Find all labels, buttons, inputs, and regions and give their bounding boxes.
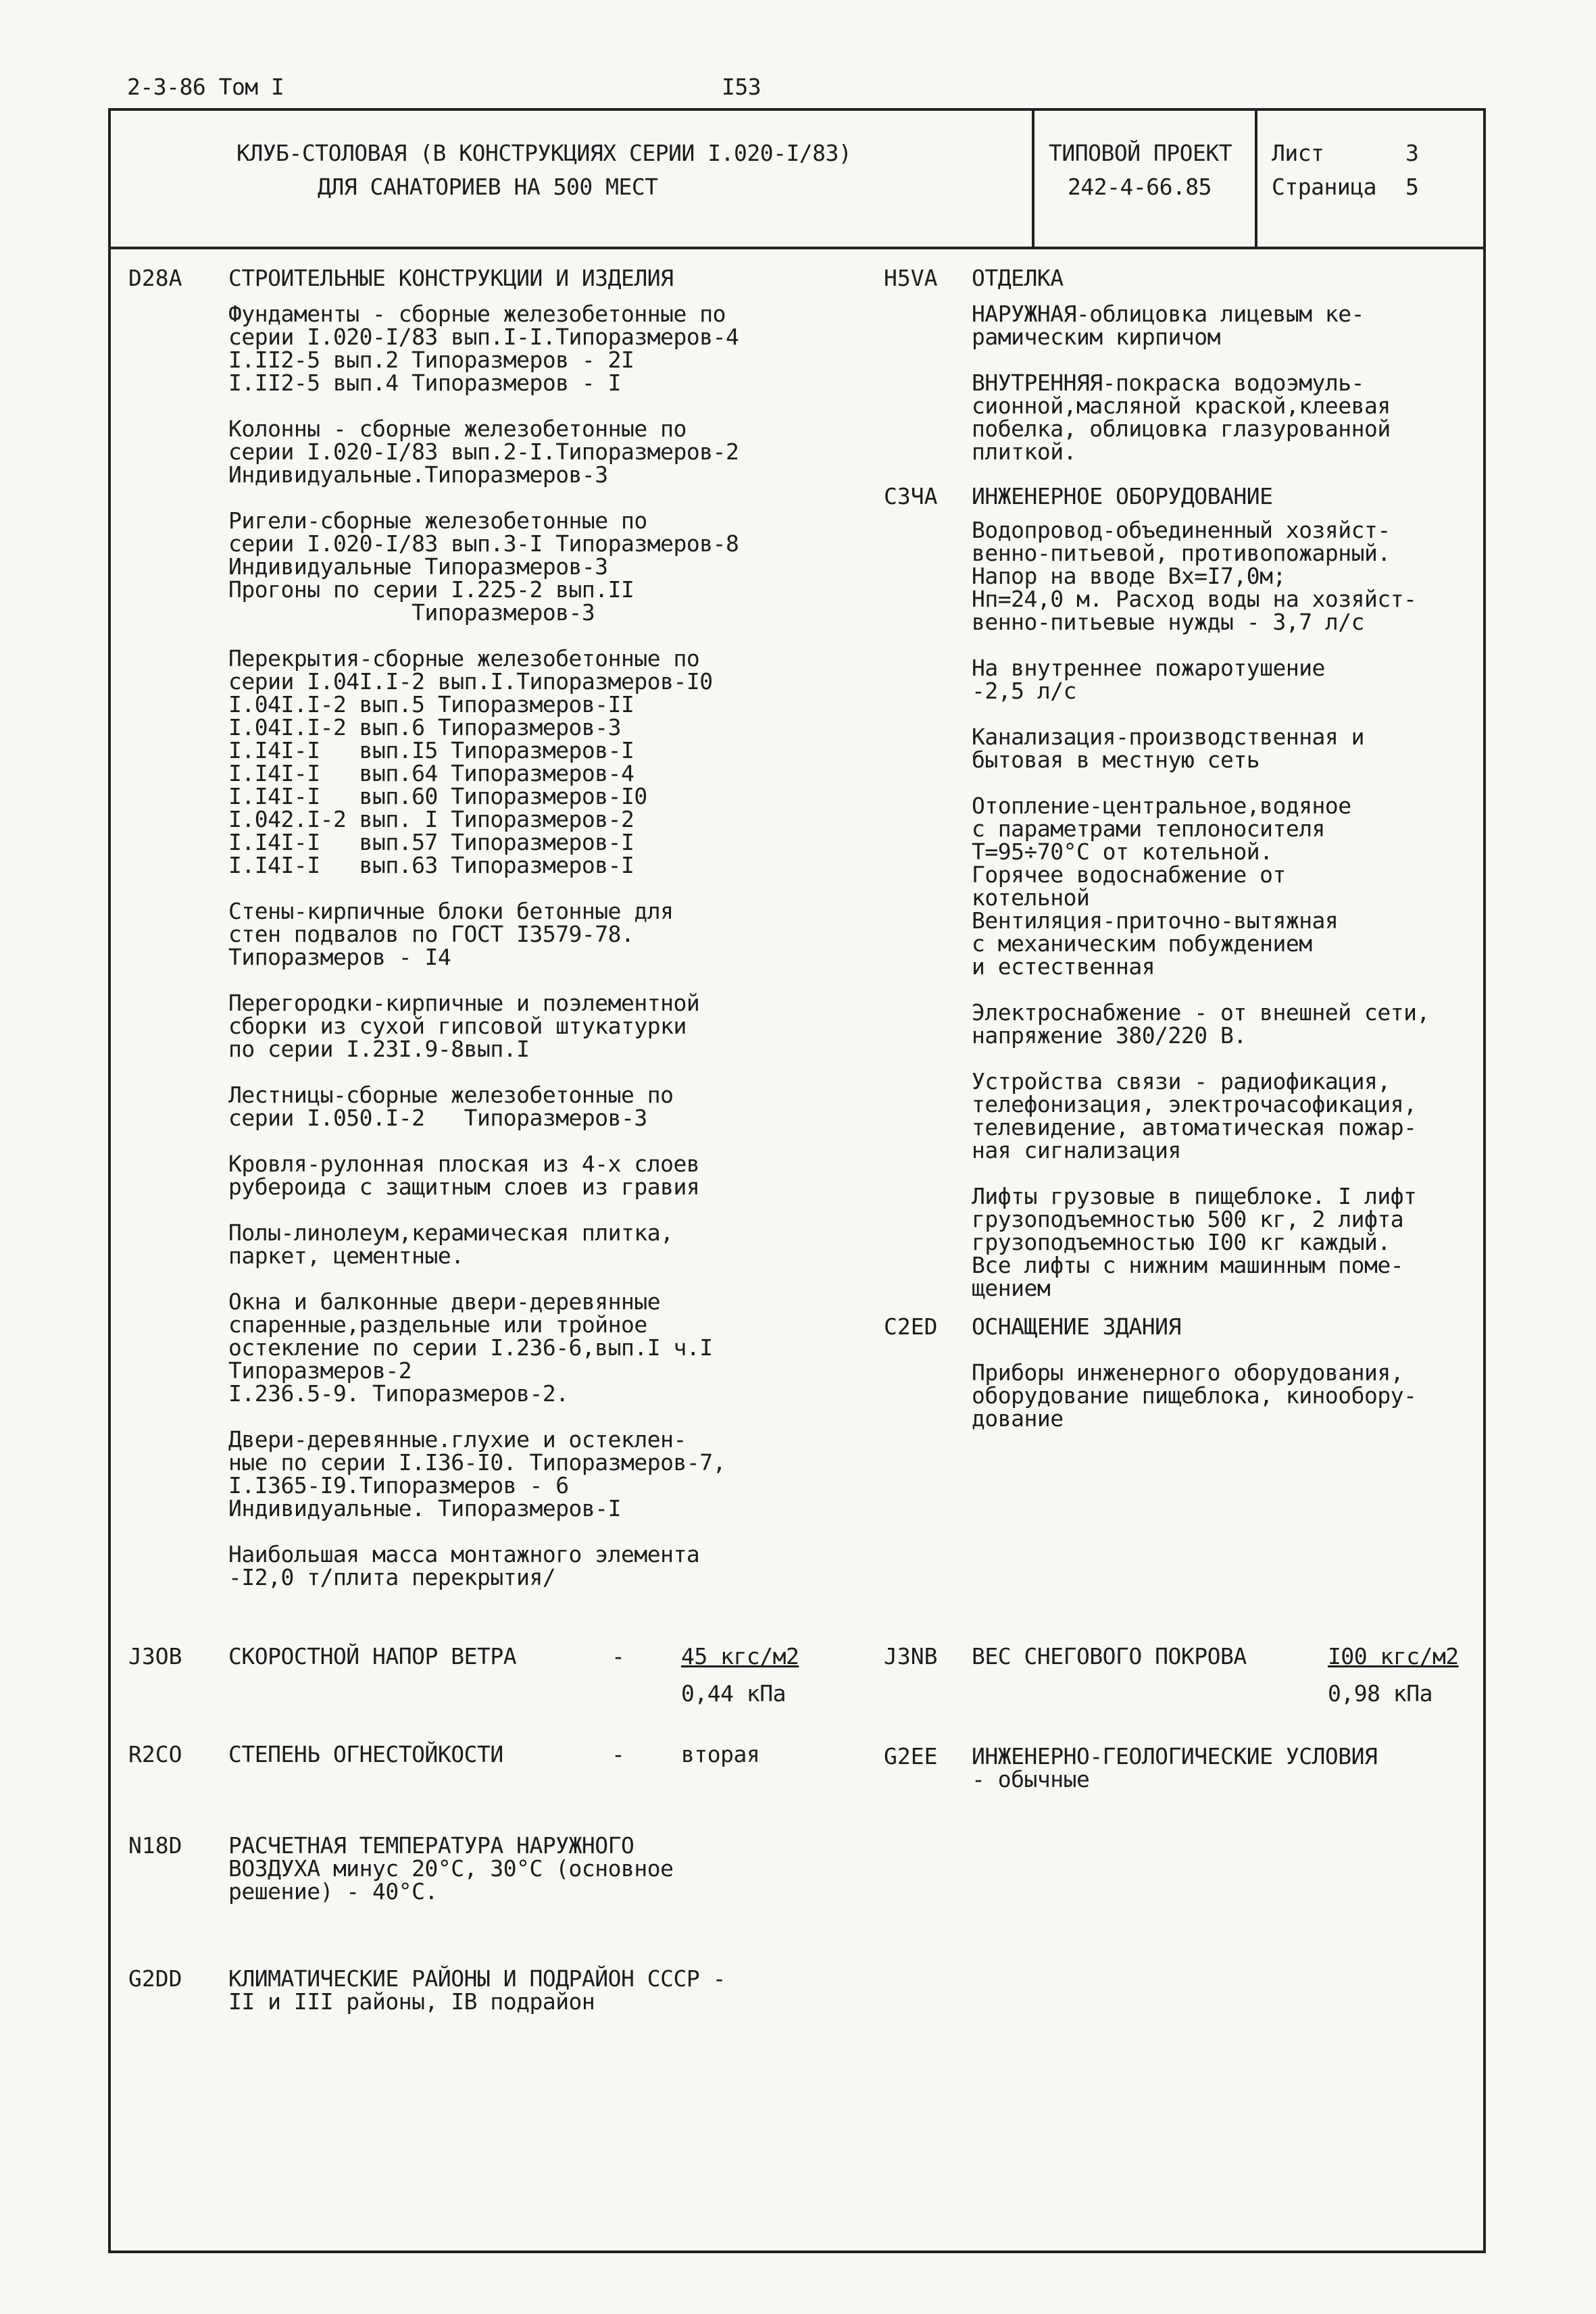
text-line: оборудование пищеблока, кинообору- <box>972 1382 1417 1409</box>
climate-line-2: II и III районы, IВ подрайон <box>228 1988 595 2015</box>
text-line: Перегородки-кирпичные и поэлементной <box>228 990 700 1016</box>
text-line: с механическим побуждением <box>972 930 1312 957</box>
title-line-2: ДЛЯ САНАТОРИЕВ НА 500 МЕСТ <box>318 174 658 200</box>
section-code: H5VA <box>884 265 938 291</box>
text-line: Типоразмеров-2 <box>228 1357 412 1384</box>
paragraph <box>972 372 1472 463</box>
text-line: ВНУТРЕННЯЯ-покраска водоэмуль- <box>972 370 1365 396</box>
page-value: 5 <box>1405 174 1419 200</box>
temp-line-3: решение) - 40°С. <box>228 1878 438 1905</box>
text-line: грузоподъемностью 500 кг, 2 лифта <box>972 1206 1404 1232</box>
text-line: Горячее водоснабжение от <box>972 861 1286 888</box>
text-line: Отопление-центральное,водяное <box>972 793 1351 819</box>
text-line: рубероида с защитным слоев из гравия <box>228 1174 700 1200</box>
text-line: рамическим кирпичом <box>972 324 1220 350</box>
text-line: Стены-кирпичные блоки бетонные для <box>228 898 674 924</box>
text-line: Прогоны по серии I.225-2 вып.II <box>228 576 634 603</box>
section-code: D28A <box>128 265 182 291</box>
text-line: -2,5 л/с <box>972 678 1076 704</box>
text-line: серии I.050.I-2 Типоразмеров-3 <box>228 1105 647 1131</box>
page-label: Страница <box>1272 174 1376 200</box>
fire-label: СТЕПЕНЬ ОГНЕСТОЙКОСТИ <box>228 1741 503 1767</box>
snow-label: ВЕС СНЕГОВОГО ПОКРОВА <box>972 1643 1247 1669</box>
text-line: Нп=24,0 м. Расход воды на хозяйст- <box>972 586 1417 612</box>
text-line: Окна и балконные двери-деревянные <box>228 1288 661 1315</box>
climate-line-1: КЛИМАТИЧЕСКИЕ РАЙОНЫ И ПОДРАЙОН СССР - <box>228 1965 726 1992</box>
wind-value-kpa: 0,44 кПа <box>681 1680 786 1707</box>
header-divider <box>108 247 1486 249</box>
text-line: НАРУЖНАЯ-облицовка лицевым ке- <box>972 301 1365 327</box>
text-line: стен подвалов по ГОСТ I3579-78. <box>228 921 634 947</box>
paragraph <box>228 1084 809 1130</box>
paragraph <box>972 1001 1472 1047</box>
text-line: серии I.020-I/83 вып.3-I Типоразмеров-8 <box>228 530 739 557</box>
text-line: бытовая в местную сеть <box>972 747 1260 773</box>
paragraph <box>972 795 1472 978</box>
page-number: I53 <box>722 74 762 100</box>
wind-dash: - <box>612 1643 625 1669</box>
text-line: Колонны - сборные железобетонные по <box>228 416 687 442</box>
section-code: J3NB <box>884 1643 938 1669</box>
title-divider-1 <box>1032 108 1034 248</box>
paragraph <box>228 303 809 395</box>
section-heading: ОТДЕЛКА <box>972 265 1064 291</box>
text-line: I.I4I-I вып.I5 Типоразмеров-I <box>228 737 634 763</box>
title-line-1: КЛУБ-СТОЛОВАЯ (В КОНСТРУКЦИЯХ СЕРИИ I.020-I/83) <box>236 140 852 166</box>
paragraph <box>228 1290 809 1405</box>
text-line: спаренные,раздельные или тройное <box>228 1311 647 1338</box>
title-divider-2 <box>1255 108 1257 248</box>
construction-text <box>228 303 809 1612</box>
text-line: телефонизация, электрочасофикация, <box>972 1091 1417 1117</box>
text-line: I.I4I-I вып.57 Типоразмеров-I <box>228 829 634 855</box>
paragraph <box>228 992 809 1061</box>
text-line: Т=95÷70°С от котельной. <box>972 838 1273 865</box>
text-line: Напор на вводе Вх=I7,0м; <box>972 563 1286 589</box>
text-line: I.I4I-I вып.60 Типоразмеров-I0 <box>228 783 647 809</box>
text-line: щением <box>972 1275 1051 1301</box>
section-code: G2DD <box>128 1965 182 1992</box>
engineering-text <box>972 519 1472 1323</box>
section-code: R2CO <box>128 1741 182 1767</box>
text-line: паркет, цементные. <box>228 1242 464 1269</box>
text-line: Приборы инженерного оборудования, <box>972 1359 1404 1386</box>
text-line: Лифты грузовые в пищеблоке. I лифт <box>972 1183 1417 1209</box>
text-line: I.042.I-2 вып. I Типоразмеров-2 <box>228 806 634 832</box>
paragraph <box>972 1361 1472 1430</box>
doc-ref: 2-3-86 Том I <box>127 74 284 100</box>
text-line: Индивидуальные Типоразмеров-3 <box>228 553 608 580</box>
text-line: телевидение, автоматическая пожар- <box>972 1114 1417 1140</box>
paragraph <box>972 519 1472 634</box>
project-number: 242-4-66.85 <box>1068 174 1212 200</box>
text-line: серии I.020-I/83 вып.2-I.Типоразмеров-2 <box>228 438 739 465</box>
geo-line-1: ИНЖЕНЕРНО-ГЕОЛОГИЧЕСКИЕ УСЛОВИЯ <box>972 1743 1378 1769</box>
sheet-label: Лист <box>1272 140 1324 166</box>
text-line: Фундаменты - сборные железобетонные по <box>228 301 726 327</box>
text-line: I.I4I-I вып.63 Типоразмеров-I <box>228 852 634 878</box>
paragraph <box>972 657 1472 703</box>
text-line: ные по серии I.I36-I0. Типоразмеров-7, <box>228 1449 726 1476</box>
paragraph <box>228 509 809 624</box>
text-line: венно-питьевой, противопожарный. <box>972 540 1391 566</box>
section-heading: СТРОИТЕЛЬНЫЕ КОНСТРУКЦИИ И ИЗДЕЛИЯ <box>228 265 674 291</box>
temp-line-2: ВОЗДУХА минус 20°С, 30°С (основное <box>228 1855 674 1882</box>
text-line: I.04I.I-2 вып.6 Типоразмеров-3 <box>228 714 622 740</box>
text-line: I.I4I-I вып.64 Типоразмеров-4 <box>228 760 634 786</box>
section-code: J3OB <box>128 1643 182 1669</box>
text-line: I.II2-5 вып.4 Типоразмеров - I <box>228 370 622 396</box>
geo-line-2: - обычные <box>972 1766 1090 1792</box>
text-line: Типоразмеров-3 <box>228 599 595 626</box>
text-line: и естественная <box>972 953 1155 980</box>
paragraph <box>972 726 1472 772</box>
text-line: Наибольшая масса монтажного элемента <box>228 1541 700 1567</box>
fire-dash: - <box>612 1741 625 1767</box>
section-code: N18D <box>128 1832 182 1859</box>
sheet-value: 3 <box>1405 140 1419 166</box>
section-heading: ИНЖЕНЕРНОЕ ОБОРУДОВАНИЕ <box>972 483 1273 509</box>
section-code: G2EE <box>884 1743 938 1769</box>
text-line: побелка, облицовка глазурованной <box>972 416 1391 442</box>
text-line: напряжение 380/220 В. <box>972 1022 1247 1049</box>
wind-label: СКОРОСТНОЙ НАПОР ВЕТРА <box>228 1643 517 1669</box>
equipment-text <box>972 1361 1472 1453</box>
snow-value-kpa: 0,98 кПа <box>1328 1680 1432 1707</box>
text-line: Все лифты с нижним машинным поме- <box>972 1252 1404 1278</box>
paragraph <box>972 1185 1472 1300</box>
text-line: с параметрами теплоносителя <box>972 815 1325 842</box>
paragraph <box>228 900 809 969</box>
section-code: C3ЧA <box>884 483 938 509</box>
text-line: дование <box>972 1405 1064 1432</box>
section-code: C2ED <box>884 1313 938 1340</box>
text-line: котельной <box>972 884 1090 911</box>
text-line: сионной,масляной краской,клеевая <box>972 393 1391 419</box>
text-line: серии I.04I.I-2 вып.I.Типоразмеров-I0 <box>228 668 713 695</box>
finish-text <box>972 303 1472 486</box>
text-line: -I2,0 т/плита перекрытия/ <box>228 1564 556 1590</box>
text-line: На внутреннее пожаротушение <box>972 655 1325 681</box>
paragraph <box>228 418 809 486</box>
text-line: плиткой. <box>972 438 1076 465</box>
paragraph <box>972 303 1472 349</box>
text-line: Индивидуальные. Типоразмеров-I <box>228 1495 622 1521</box>
text-line: серии I.020-I/83 вып.I-I.Типоразмеров-4 <box>228 324 739 350</box>
paragraph <box>228 1153 809 1199</box>
paragraph <box>972 1070 1472 1162</box>
paragraph <box>228 1219 809 1269</box>
text-line: I.236.5-9. Типоразмеров-2. <box>228 1380 569 1407</box>
text-line: Типоразмеров - I4 <box>228 944 451 970</box>
text-line: грузоподъемностью I00 кг каждый. <box>972 1229 1391 1255</box>
snow-value-kgs: I00 кгс/м2 <box>1328 1643 1459 1669</box>
wind-value-kgs: 45 кгс/м2 <box>681 1643 799 1669</box>
text-line: по серии I.23I.9-8вып.I <box>228 1036 530 1062</box>
text-line: Двери-деревянные.глухие и остеклен- <box>228 1426 687 1453</box>
text-line: Водопровод-объединенный хозяйст- <box>972 517 1391 543</box>
text-line: Устройства связи - радиофикация, <box>972 1068 1391 1095</box>
text-line: Индивидуальные.Типоразмеров-3 <box>228 461 608 488</box>
text-line: остекление по серии I.236-6,вып.I ч.I <box>228 1334 713 1361</box>
temp-line-1: РАСЧЕТНАЯ ТЕМПЕРАТУРА НАРУЖНОГО <box>228 1832 634 1859</box>
text-line: Кровля-рулонная плоская из 4-х слоев <box>228 1151 700 1177</box>
text-line: Канализация-производственная и <box>972 724 1365 750</box>
text-line: I.04I.I-2 вып.5 Типоразмеров-II <box>228 691 634 718</box>
text-line: ная сигнализация <box>972 1137 1181 1163</box>
text-line: Лестницы-сборные железобетонные по <box>228 1082 674 1108</box>
text-line: Вентиляция-приточно-вытяжная <box>972 907 1339 934</box>
project-label: ТИПОВОЙ ПРОЕКТ <box>1049 140 1232 166</box>
paragraph <box>228 1543 809 1589</box>
text-line: Ригели-сборные железобетонные по <box>228 507 647 534</box>
text-line: I.II2-5 вып.2 Типоразмеров - 2I <box>228 347 634 373</box>
paragraph <box>228 1428 809 1520</box>
text-line: венно-питьевые нужды - 3,7 л/с <box>972 609 1365 635</box>
text-line: сборки из сухой гипсовой штукатурки <box>228 1013 687 1039</box>
fire-value: вторая <box>681 1741 760 1767</box>
text-line: Перекрытия-сборные железобетонные по <box>228 645 700 672</box>
text-line: Полы-линолеум,керамическая плитка, <box>228 1219 674 1246</box>
paragraph <box>228 647 809 877</box>
text-line: I.I365-I9.Типоразмеров - 6 <box>228 1472 569 1499</box>
text-line: Электроснабжение - от внешней сети, <box>972 999 1430 1026</box>
section-heading: ОСНАЩЕНИЕ ЗДАНИЯ <box>972 1313 1181 1340</box>
